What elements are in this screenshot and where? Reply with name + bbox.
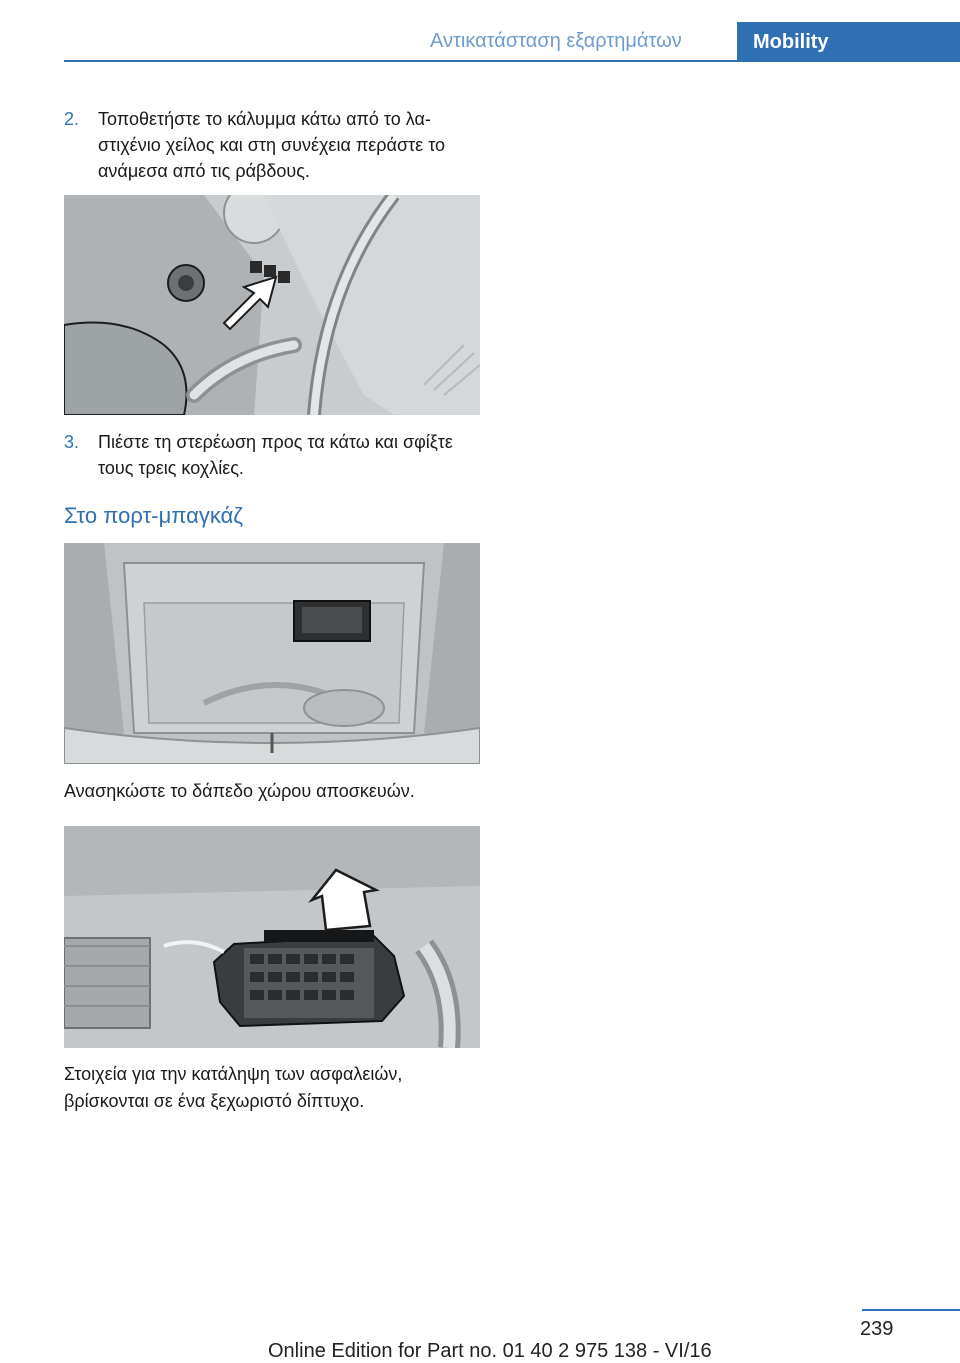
- step-text: Τοποθετήστε το κάλυμμα κάτω από το λαστιχένιο χείλος και στη συνέχεια περάστε το ανάμεσα από τις ράβδους.: [98, 109, 446, 181]
- header-section-title: Αντικατάσταση εξαρτημάτων: [430, 30, 682, 52]
- instruction-lift-floor: Ανασηκώστε το δάπεδο χώρου αποσκευών.: [64, 781, 415, 801]
- header-tab-mobility: Mobility: [737, 22, 960, 62]
- footer-edition: Online Edition for Part no. 01 40 2 975 138 - VI/16: [268, 1340, 712, 1362]
- page-number-rule: [862, 1309, 960, 1311]
- page-number: 239: [860, 1318, 894, 1340]
- step-number: 2.: [64, 109, 80, 129]
- figure-cover-install: [64, 195, 480, 415]
- figure-trunk-overview: [64, 543, 480, 764]
- header-rule: [64, 60, 960, 62]
- step-3: [64, 429, 484, 481]
- fuse-allocation-note: Στοιχεία για την κατάληψη των ασφαλειών, βρίσκονται σε ένα ξεχωριστό δίπτυχο.: [64, 1064, 403, 1111]
- step-2: [64, 106, 484, 184]
- figure-fuse-box: [64, 826, 480, 1048]
- section-heading: Στο πορτ-μπαγκάζ: [64, 503, 244, 528]
- step-text: Πιέστε τη στερέωση προς τα κάτω και σφίξτε τους τρεις κοχλίες.: [98, 432, 453, 478]
- step-number: 3.: [64, 432, 80, 452]
